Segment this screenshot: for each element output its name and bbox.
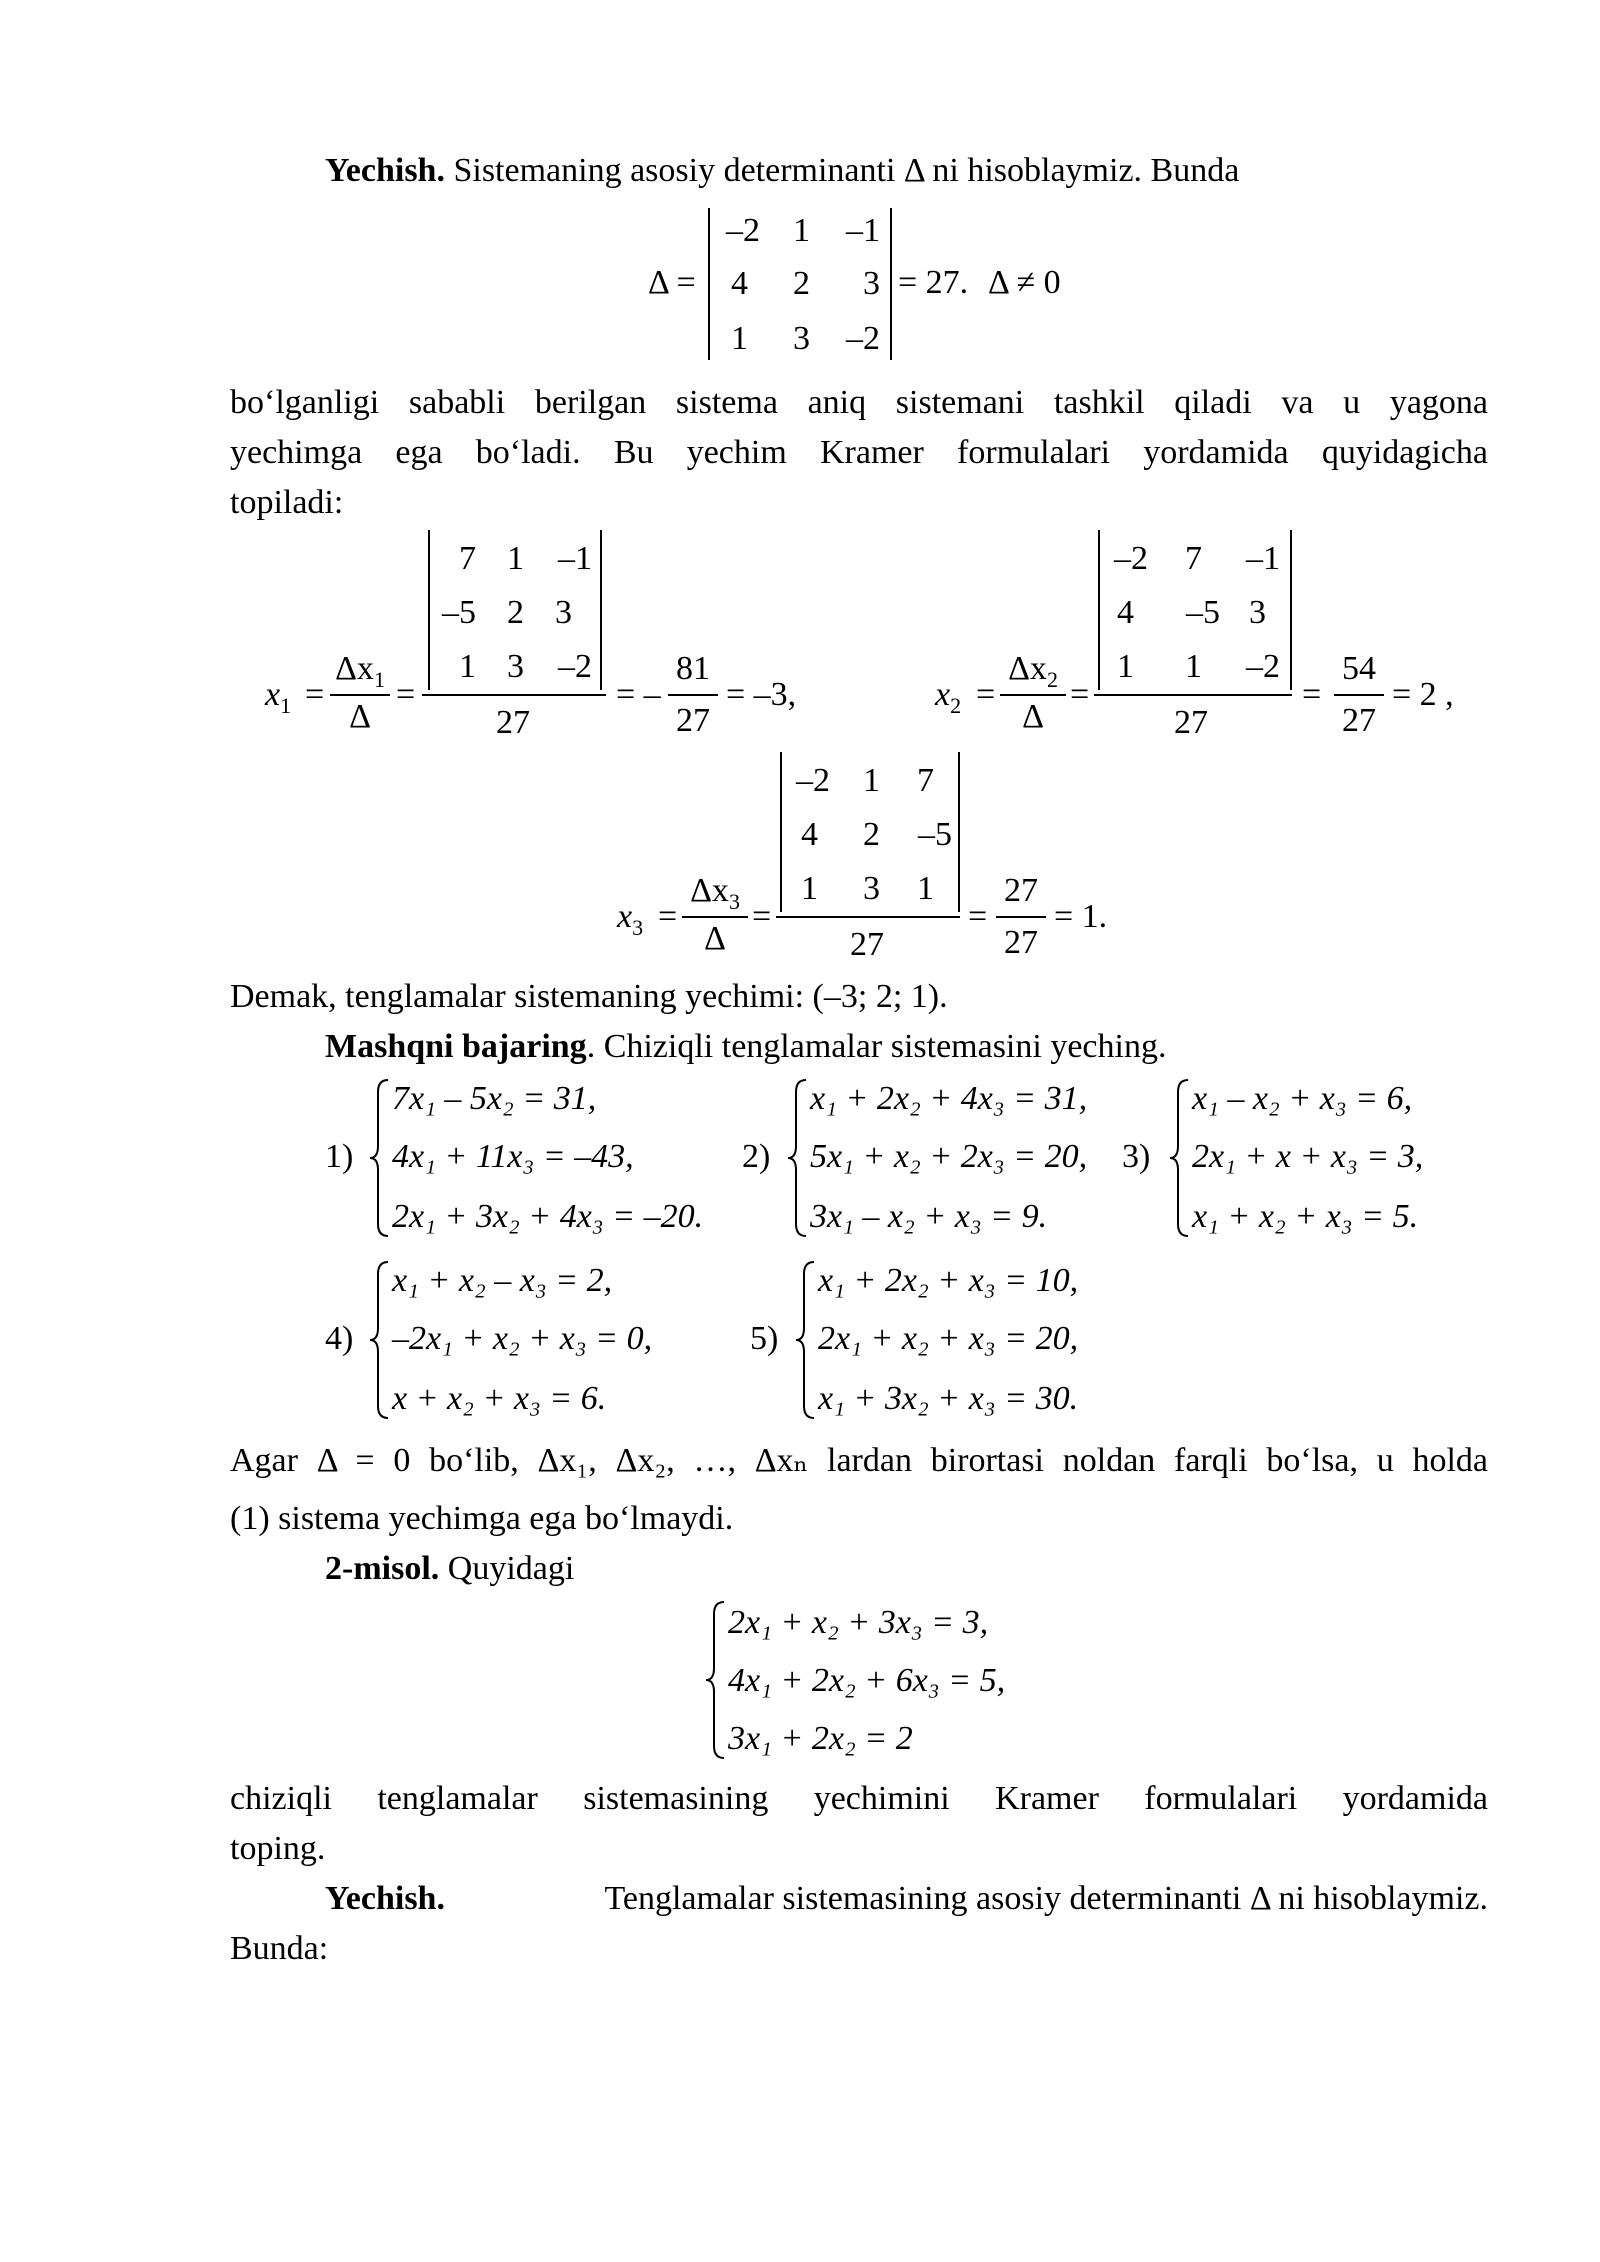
cell: 3	[555, 594, 572, 631]
cell: –2	[796, 762, 830, 799]
frac-den: 27	[1004, 924, 1038, 961]
cell: 7	[1185, 540, 1202, 577]
fraction-bar	[422, 694, 606, 696]
cell: 3	[863, 265, 880, 302]
cell: 1	[459, 648, 476, 685]
cell: 3	[863, 870, 880, 907]
frac-den: Δ	[704, 920, 726, 957]
frac-num: $\Delta x_1$	[335, 650, 385, 692]
equation: 2x₁ + x + x₃ = 3,	[1192, 1138, 1424, 1175]
equation: 3x₁ + 2x₂ = 2	[728, 1720, 913, 1757]
left-brace	[368, 1260, 390, 1420]
paragraph-line: yechimga ega bo‘ladi. Bu yechim Kramer formulalari yordamida quyidagicha	[230, 434, 1488, 471]
left-brace	[704, 1600, 726, 1760]
fraction-delta-x2	[1000, 652, 1066, 734]
system-label: 2)	[742, 1138, 771, 1175]
cell: –5	[1186, 594, 1220, 631]
cell: 4	[731, 265, 748, 302]
equation: x + x₂ + x₃ = 6.	[392, 1380, 607, 1417]
equation: x₁ + x₂ + x₃ = 5.	[1192, 1198, 1419, 1235]
cell: 2	[793, 265, 810, 302]
fraction-bar	[996, 916, 1046, 918]
det-denominator: 27	[496, 704, 530, 741]
result: = –3,	[726, 676, 797, 713]
fraction-bar	[682, 916, 748, 918]
paragraph-yechish-2	[325, 1882, 1488, 1916]
cell: –1	[846, 212, 880, 249]
equation: 7x₁ – 5x₂ = 31,	[392, 1080, 597, 1117]
left-brace	[1168, 1078, 1190, 1238]
cell: –5	[442, 594, 476, 631]
cell: 3	[1249, 594, 1266, 631]
equation: 3x₁ – x₂ + x₃ = 9.	[810, 1198, 1048, 1235]
equals: =	[396, 676, 416, 713]
matrix	[428, 530, 602, 690]
var-x3: $x_3$	[617, 898, 644, 940]
frac-den: 27	[1342, 702, 1376, 739]
matrix	[1098, 530, 1292, 690]
cell: 2	[863, 816, 880, 853]
paragraph-line: Bunda:	[230, 1930, 329, 1967]
equation: 4x₁ + 11x₃ = –43,	[392, 1138, 634, 1175]
fraction-delta-x3	[682, 874, 748, 956]
equation: x₁ + x₂ – x₃ = 2,	[392, 1262, 613, 1299]
cell: –2	[558, 648, 592, 685]
result: = 2 ,	[1392, 676, 1454, 713]
cell: 1	[863, 762, 880, 799]
fraction-bar	[1334, 694, 1384, 696]
matrix	[780, 752, 960, 912]
fraction-bar	[776, 916, 960, 918]
cell: 1	[507, 540, 524, 577]
cell: –2	[846, 320, 880, 357]
exercise-heading	[325, 1030, 1166, 1064]
cell: 3	[507, 648, 524, 685]
var-x2: $x_2$	[935, 676, 962, 718]
left-brace	[794, 1260, 816, 1420]
det-rhs: = 27.	[898, 264, 969, 301]
frac-den: Δ	[349, 698, 371, 735]
cell: 1	[917, 870, 934, 907]
system-label: 4)	[325, 1320, 354, 1357]
det-denominator: 27	[1174, 704, 1208, 741]
equation: x₁ + 3x₂ + x₃ = 30.	[818, 1380, 1079, 1417]
cell: 4	[801, 816, 818, 853]
cell: 3	[793, 320, 810, 357]
system-label: 5)	[750, 1320, 779, 1357]
system-label: 1)	[325, 1138, 354, 1175]
frac-num: 54	[1342, 650, 1376, 687]
equals: =	[968, 898, 988, 935]
equals: =	[305, 676, 325, 713]
matrix	[708, 208, 892, 360]
cell: 4	[1117, 594, 1134, 631]
bold-lead: Mashqni bajaring	[325, 1028, 587, 1065]
fraction-bar	[1000, 694, 1066, 696]
cell: 7	[459, 540, 476, 577]
equation: x₁ – x₂ + x₃ = 6,	[1192, 1080, 1413, 1117]
fraction-bar	[1094, 694, 1292, 696]
cell: –2	[1114, 540, 1148, 577]
cell: 1	[793, 212, 810, 249]
paragraph-line: bo‘lganligi sababli berilgan sistema aniq sistemani tashkil qiladi va u yagona	[230, 384, 1488, 421]
example-heading	[325, 1552, 574, 1586]
det-condition: Δ ≠ 0	[988, 264, 1061, 301]
cell: –5	[918, 816, 952, 853]
conclusion: Demak, tenglamalar sistemaning yechimi: (–3; 2; 1).	[230, 978, 948, 1015]
cell: 1	[731, 320, 748, 357]
paragraph-line: topiladi:	[230, 484, 344, 521]
det-lhs: Δ =	[648, 264, 696, 301]
var-x1: $x_1$	[265, 676, 292, 718]
equals: =	[1302, 676, 1322, 713]
left-brace	[368, 1078, 390, 1238]
equation: 4x₁ + 2x₂ + 6x₃ = 5,	[728, 1662, 1006, 1699]
equation: 5x₁ + x₂ + 2x₃ = 20,	[810, 1138, 1088, 1175]
cell: –1	[558, 540, 592, 577]
paragraph-line: toping.	[230, 1830, 326, 1867]
equals: =	[976, 676, 996, 713]
frac-num: $\Delta x_2$	[1008, 650, 1058, 692]
fraction-bar	[330, 694, 390, 696]
result: = 1.	[1054, 898, 1108, 935]
equation: 2x₁ + 3x₂ + 4x₃ = –20.	[392, 1198, 704, 1235]
cell: 2	[507, 594, 524, 631]
frac-num: 81	[676, 650, 710, 687]
exercise-text: . Chiziqli tenglamalar sistemasini yeching.	[586, 1028, 1167, 1065]
bold-lead: 2-misol.	[325, 1550, 440, 1587]
equation: x₁ + 2x₂ + x₃ = 10,	[818, 1262, 1079, 1299]
paragraph-line: chiziqli tenglamalar sistemasining yechimini Kramer formulalari yordamida	[230, 1780, 1488, 1817]
det-denominator: 27	[850, 926, 884, 963]
fraction-bar	[668, 694, 718, 696]
equation: –2x₁ + x₂ + x₃ = 0,	[392, 1320, 653, 1357]
bold-lead: Yechish.	[325, 1880, 445, 1917]
cell: 1	[1185, 648, 1202, 685]
fraction-delta-x1	[330, 652, 390, 734]
frac-num: $\Delta x_3$	[690, 872, 740, 914]
example-text: Quyidagi	[447, 1550, 575, 1587]
frac-den: Δ	[1022, 698, 1044, 735]
paragraph-text: Sistemaning asosiy determinanti Δ ni hisoblaymiz. Bunda	[453, 152, 1240, 189]
cell: –1	[1246, 540, 1280, 577]
cell: 7	[917, 762, 934, 799]
cell: 1	[1117, 648, 1134, 685]
frac-num: 27	[1004, 872, 1038, 909]
system-label: 3)	[1122, 1138, 1151, 1175]
cell: 1	[801, 870, 818, 907]
paragraph-yechish-1	[325, 154, 1239, 188]
equation: 2x₁ + x₂ + x₃ = 20,	[818, 1320, 1079, 1357]
left-brace	[786, 1078, 808, 1238]
paragraph-line: (1) sistema yechimga ega bo‘lmaydi.	[230, 1500, 734, 1537]
cell: –2	[726, 212, 760, 249]
paragraph-line: Agar Δ = 0 bo‘lib, Δx₁, Δx₂, …, Δxₙ lardan birortasi noldan farqli bo‘lsa, u holda	[230, 1442, 1488, 1479]
equation: x₁ + 2x₂ + 4x₃ = 31,	[810, 1080, 1088, 1117]
bold-lead: Yechish.	[325, 152, 445, 189]
frac-den: 27	[676, 702, 710, 739]
equals: =	[1070, 676, 1090, 713]
equals-minus: = –	[616, 676, 661, 713]
equals: =	[752, 898, 772, 935]
paragraph-text: Tenglamalar sistemasining asosiy determinanti Δ ni hisoblaymiz.	[604, 1880, 1488, 1917]
cell: –2	[1246, 648, 1280, 685]
equals: =	[658, 898, 678, 935]
equation: 2x₁ + x₂ + 3x₃ = 3,	[728, 1604, 989, 1641]
